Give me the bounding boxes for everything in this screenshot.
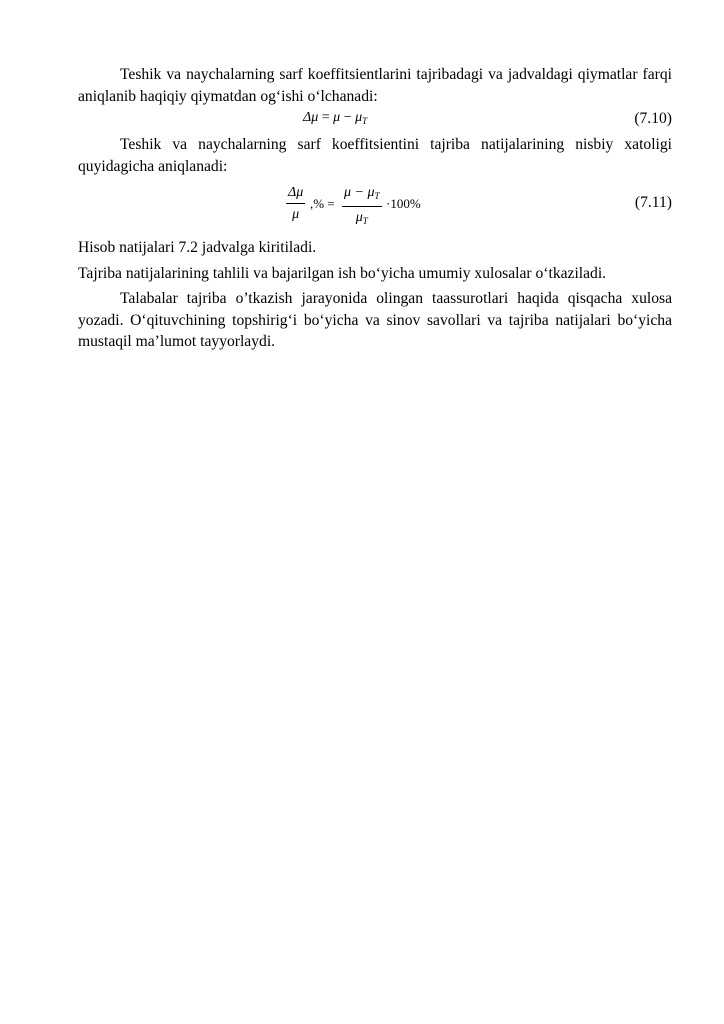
fraction-mu-diff <box>342 185 382 229</box>
equation-7-10 <box>78 107 672 134</box>
paragraph-3: Hisob natijalari 7.2 jadvalga kiritiladi. <box>78 239 317 256</box>
frac1-numerator: Δμ <box>286 185 305 204</box>
frac1-denominator: μ <box>292 207 300 222</box>
percent-equals: ,% = <box>310 196 335 211</box>
fraction-relative-error <box>286 185 305 223</box>
document-page <box>78 64 672 353</box>
paragraph-1: Teshik va naychalarning sarf koeffitsientlarini tajribadagi va jadvaldagi qiymatlar farqi aniqlanib haqiqiy qiymatdan og‘ishi o‘lchanadi: <box>78 66 672 105</box>
eq1-equals: = <box>321 110 330 125</box>
paragraph-2: Teshik va naychalarning sarf koeffitsientini tajriba natijalarining nisbiy xatoligi quyidagicha aniqlanadi: <box>78 136 672 175</box>
eq1-minus: − <box>343 110 352 125</box>
frac2-denominator <box>342 207 382 229</box>
equation-7-10-expression <box>303 110 367 126</box>
frac2-num-text: μ − μ <box>344 185 375 200</box>
paragraph-5: Talabalar tajriba o’tkazish jarayonida olingan taassurotlari haqida qisqacha xulosa yozadi. O‘qituvchining topshirig‘i bo‘yicha va sinov savollari va tajriba natijalari bo‘yicha mustaqil ma’lumot tayyorlaydi. <box>78 290 672 350</box>
frac2-num-subscript: T <box>374 191 380 201</box>
eq1-lhs: Δμ <box>303 110 319 125</box>
equation-7-11 <box>78 179 672 233</box>
paragraph-4: Tajriba natijalarining tahlili va bajarilgan ish bo‘yicha umumiy xulosalar o‘tkaziladi. <box>78 264 607 282</box>
eq1-mu-t: μ <box>355 110 363 125</box>
equation-number-7-11: (7.11) <box>634 194 672 211</box>
frac2-den-text: μ <box>355 210 363 225</box>
times-hundred-percent: ·100% <box>386 196 421 211</box>
frac2-den-subscript: T <box>362 216 368 226</box>
equation-number-7-10: (7.10) <box>634 110 672 127</box>
frac2-numerator <box>342 185 382 207</box>
eq1-subscript: T <box>362 116 368 126</box>
eq1-mu: μ <box>333 110 341 125</box>
